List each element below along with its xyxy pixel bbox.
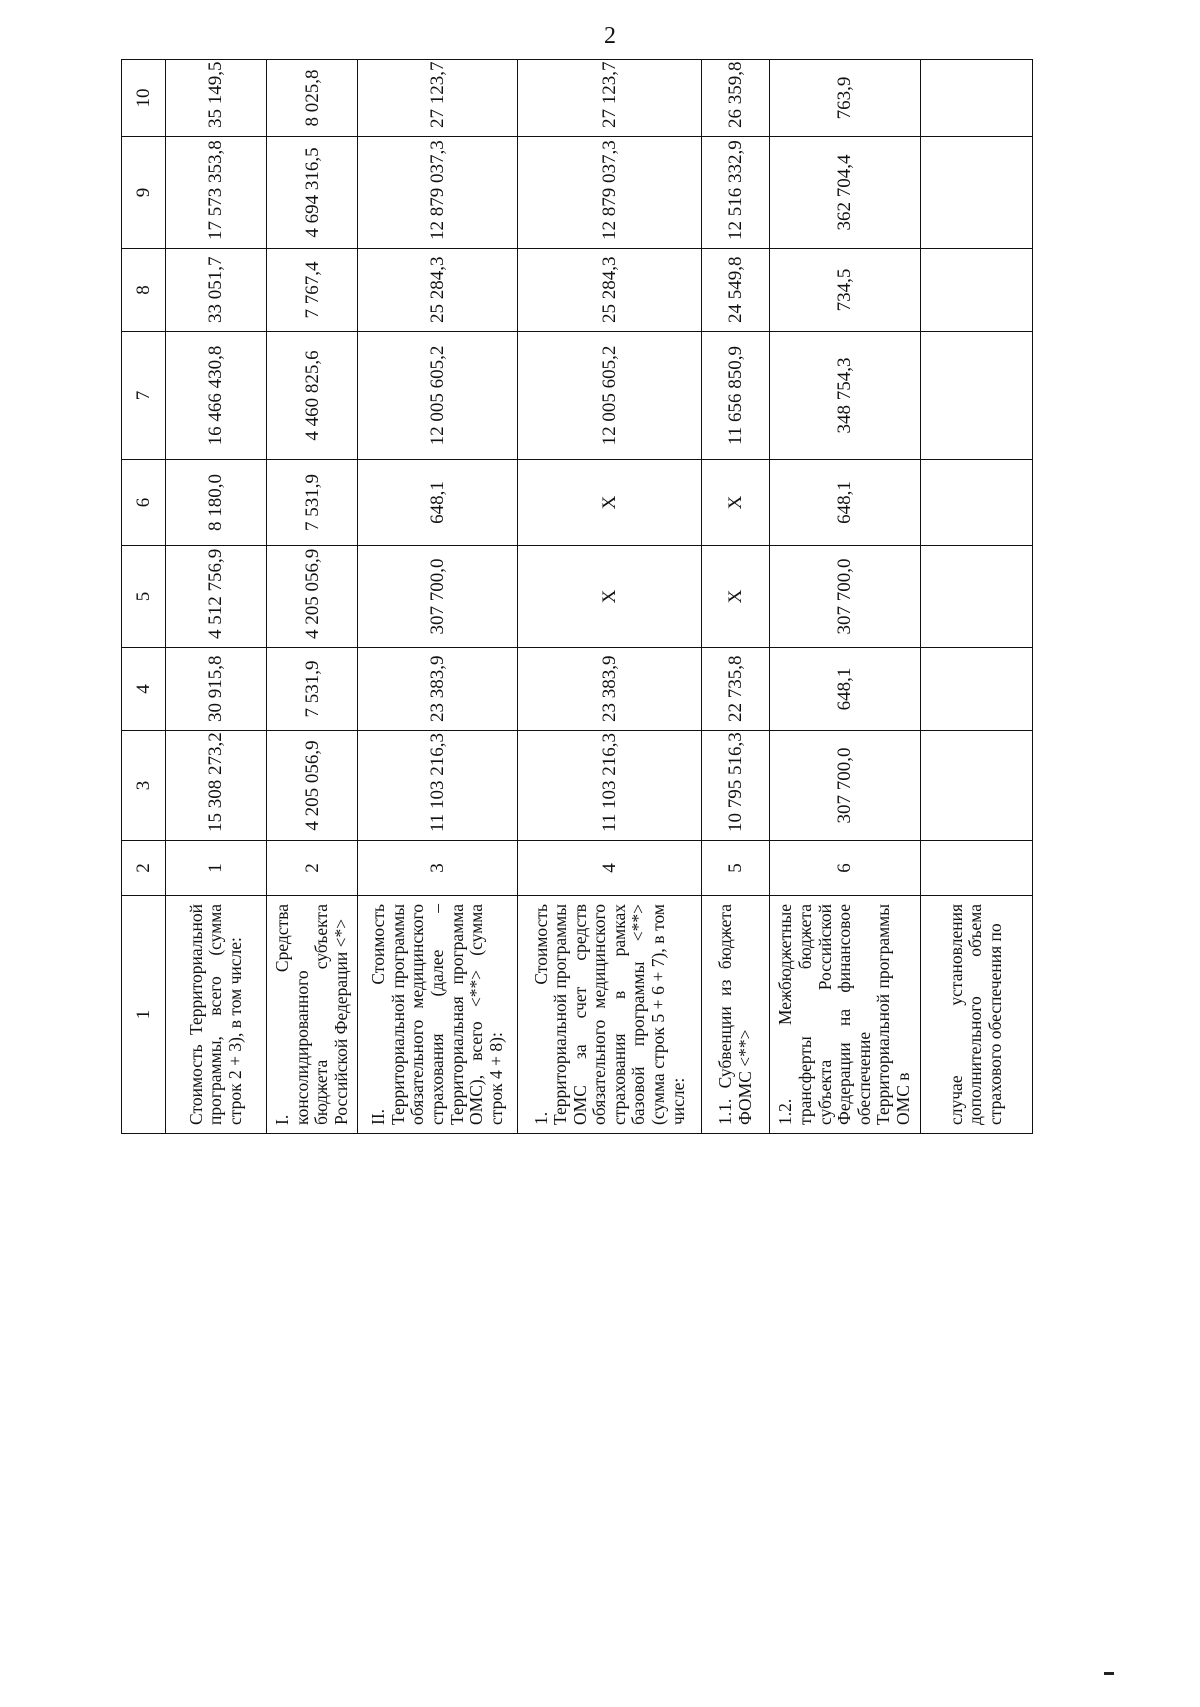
value-cell: 35 149,5: [166, 60, 267, 137]
header-cell: 3: [122, 731, 166, 841]
value-cell: 5: [702, 841, 770, 896]
value-cell: [920, 460, 1032, 546]
row-name-cell: 1.1. Субвенции из бюджета ФОМС <**>: [702, 896, 770, 1134]
value-cell: X: [518, 460, 702, 546]
value-cell: 16 466 430,8: [166, 332, 267, 460]
header-cell: 5: [122, 546, 166, 648]
rotated-table-container: [121, 60, 1024, 1134]
table-row: [166, 60, 267, 1134]
value-cell: 7 767,4: [267, 249, 358, 332]
value-cell: 23 383,9: [358, 648, 518, 731]
value-cell: 763,9: [770, 60, 920, 137]
value-cell: 22 735,8: [702, 648, 770, 731]
value-cell: 12 879 037,3: [358, 137, 518, 249]
value-cell: 4 460 825,6: [267, 332, 358, 460]
header-cell: 8: [122, 249, 166, 332]
table-row: [702, 60, 770, 1134]
value-cell: 11 103 216,3: [358, 731, 518, 841]
header-cell: 2: [122, 841, 166, 896]
scan-mark: [1104, 1672, 1114, 1675]
value-cell: [920, 731, 1032, 841]
value-cell: 15 308 273,2: [166, 731, 267, 841]
value-cell: 23 383,9: [518, 648, 702, 731]
value-cell: 24 549,8: [702, 249, 770, 332]
value-cell: [920, 841, 1032, 896]
value-cell: 648,1: [358, 460, 518, 546]
value-cell: 3: [358, 841, 518, 896]
value-cell: 734,5: [770, 249, 920, 332]
value-cell: 4 205 056,9: [267, 546, 358, 648]
value-cell: [920, 332, 1032, 460]
value-cell: 307 700,0: [770, 731, 920, 841]
value-cell: 4 205 056,9: [267, 731, 358, 841]
value-cell: 2: [267, 841, 358, 896]
header-cell: 1: [122, 896, 166, 1134]
value-cell: 362 704,4: [770, 137, 920, 249]
row-name-cell: Стоимость Территориальной программы, всего (сумма строк 2 + 3), в том числе:: [166, 896, 267, 1134]
value-cell: [920, 249, 1032, 332]
value-cell: 12 005 605,2: [358, 332, 518, 460]
value-cell: X: [702, 546, 770, 648]
value-cell: [920, 648, 1032, 731]
value-cell: 307 700,0: [358, 546, 518, 648]
header-cell: 6: [122, 460, 166, 546]
row-name-cell: случае установления дополнительного объема страхового обеспечения по: [920, 896, 1032, 1134]
value-cell: [920, 546, 1032, 648]
value-cell: 10 795 516,3: [702, 731, 770, 841]
value-cell: [920, 60, 1032, 137]
value-cell: 26 359,8: [702, 60, 770, 137]
value-cell: 348 754,3: [770, 332, 920, 460]
row-name-cell: I. Средства консолидированного бюджета субъекта Российской Федерации <*>: [267, 896, 358, 1134]
value-cell: 648,1: [770, 648, 920, 731]
value-cell: 27 123,7: [358, 60, 518, 137]
table-row: [770, 60, 920, 1134]
row-name-cell: 1. Стоимость Территориальной программы ОМС за счет средств обязательного медицинского страхования в рамках базовой программы <**> (сумма строк 5 + 6 + 7), в том числе:: [518, 896, 702, 1134]
value-cell: 12 005 605,2: [518, 332, 702, 460]
value-cell: 11 103 216,3: [518, 731, 702, 841]
header-cell: 7: [122, 332, 166, 460]
value-cell: 25 284,3: [518, 249, 702, 332]
header-cell: 9: [122, 137, 166, 249]
value-cell: [920, 137, 1032, 249]
value-cell: 30 915,8: [166, 648, 267, 731]
value-cell: 11 656 850,9: [702, 332, 770, 460]
value-cell: 7 531,9: [267, 460, 358, 546]
table-row: [267, 60, 358, 1134]
value-cell: 33 051,7: [166, 249, 267, 332]
value-cell: X: [702, 460, 770, 546]
row-name-cell: 1.2. Межбюджетные трансферты бюджета субъекта Российской Федерации на финансовое обеспечение Территориальной программы ОМС в: [770, 896, 920, 1134]
value-cell: 8 025,8: [267, 60, 358, 137]
header-cell: 4: [122, 648, 166, 731]
table-row: [518, 60, 702, 1134]
value-cell: 648,1: [770, 460, 920, 546]
row-name-cell: II. Стоимость Территориальной программы обязательного медицинского страхования (далее – Территориальная программа ОМС), всего <**> (сумма строк 4 + 8):: [358, 896, 518, 1134]
value-cell: 4: [518, 841, 702, 896]
value-cell: 4 512 756,9: [166, 546, 267, 648]
value-cell: 12 879 037,3: [518, 137, 702, 249]
value-cell: 307 700,0: [770, 546, 920, 648]
value-cell: 8 180,0: [166, 460, 267, 546]
value-cell: 27 123,7: [518, 60, 702, 137]
value-cell: 25 284,3: [358, 249, 518, 332]
value-cell: 12 516 332,9: [702, 137, 770, 249]
value-cell: 6: [770, 841, 920, 896]
page-number: 2: [604, 23, 616, 49]
financing-table: [121, 59, 1033, 1134]
value-cell: 1: [166, 841, 267, 896]
value-cell: 7 531,9: [267, 648, 358, 731]
header-cell: 10: [122, 60, 166, 137]
value-cell: 4 694 316,5: [267, 137, 358, 249]
value-cell: 17 573 353,8: [166, 137, 267, 249]
value-cell: X: [518, 546, 702, 648]
table-row: [920, 60, 1032, 1134]
table-header-row: [122, 60, 166, 1134]
table-row: [358, 60, 518, 1134]
